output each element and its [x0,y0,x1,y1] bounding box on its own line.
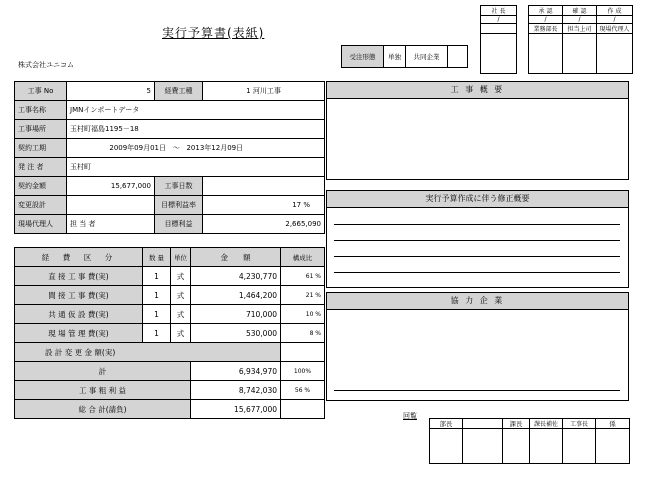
grand-total-amount: 15,677,000 [191,400,281,419]
cost-row-unit: 式 [171,305,191,324]
circulation-table [429,418,630,464]
cost-row-amount: 530,000 [191,324,281,343]
cost-row-amount: 1,464,200 [191,286,281,305]
company-name: 株式会社ユニコム [18,61,74,69]
contract-amount-value: 15,677,000 [67,177,155,196]
revision-line [334,272,620,273]
period-separator: ～ [172,144,180,152]
work-days-value [203,177,325,196]
project-no-value: 5 [67,82,155,101]
approval-stamp-slot[interactable] [481,34,517,74]
cost-type-label: 経費工種 [155,82,203,101]
revision-box[interactable] [326,207,629,288]
cost-header-qty: 数 量 [143,248,171,267]
site-agent-label: 現場代理人 [15,215,67,234]
table-row [15,286,325,305]
cost-header-amount: 金 額 [191,248,281,267]
document-title: 実行予算書(表紙) [162,26,265,40]
circulation-label: 回覧 [403,412,417,420]
cost-row-ratio: 61 % [281,267,325,286]
target-profit-value: 2,665,090 [203,215,325,234]
cost-row-label: 共 通 仮 設 費(実) [15,305,143,324]
circulation-col-label: 課長補佐 [530,419,563,429]
table-row [15,362,325,381]
cost-row-unit: 式 [171,286,191,305]
approval-sub-label: 業務部長 [529,24,563,34]
table-row [15,324,325,343]
cost-row-amount: 4,230,770 [191,267,281,286]
site-agent-value: 担 当 者 [67,215,155,234]
contract-amount-label: 契約金額 [15,177,67,196]
gross-profit-amount: 8,742,030 [191,381,281,400]
cost-breakdown-table [14,247,325,419]
order-type-blank [448,46,468,68]
circulation-stamp-slot[interactable] [596,429,630,464]
order-type-single[interactable]: 単独 [384,46,406,68]
revision-line [334,240,620,241]
contract-period-value [67,139,325,158]
project-info-table [14,81,325,234]
cost-row-qty: 1 [143,324,171,343]
circulation-col-label: 工事長 [563,419,596,429]
approval-stamp-slot[interactable] [529,34,563,74]
table-row [15,400,325,419]
cost-row-qty: 1 [143,305,171,324]
circulation-stamp-slot[interactable] [563,429,596,464]
cost-row-ratio: 21 % [281,286,325,305]
approval-create-slash: / [597,16,633,24]
revision-line [334,256,620,257]
table-row [15,381,325,400]
approval-confirm-slash: / [563,16,597,24]
project-no-label: 工事 No [15,82,67,101]
design-change-amount-label: 設 計 変 更 金 額(実) [15,343,281,362]
approval-stamp-slot[interactable] [597,34,633,74]
approval-create-label: 作 成 [597,6,633,16]
grand-total-ratio [281,400,325,419]
circulation-stamp-slot[interactable] [503,429,530,464]
cost-row-qty: 1 [143,286,171,305]
cost-row-label: 直 接 工 事 費(実) [15,267,143,286]
cost-row-unit: 式 [171,267,191,286]
approval-stamps [480,5,633,74]
circulation-stamp-slot[interactable] [530,429,563,464]
project-name-value: JMNインポートデータ [67,101,325,120]
overview-box[interactable] [326,98,629,180]
approval-confirm-label: 確 認 [563,6,597,16]
period-start: 2009年09月01日 [109,144,166,152]
design-change-label: 変更設計 [15,196,67,215]
cost-row-label: 間 接 工 事 費(実) [15,286,143,305]
approval-president-slash: / [481,16,517,24]
cost-row-unit: 式 [171,324,191,343]
gross-profit-ratio: 56 % [281,381,325,400]
approval-president-label: 社 長 [481,6,517,16]
revision-header: 実行予算作成に伴う修正概要 [326,190,629,208]
work-days-label: 工事日数 [155,177,203,196]
client-value: 玉村町 [67,158,325,177]
project-name-label: 工事名称 [15,101,67,120]
subtotal-amount: 6,934,970 [191,362,281,381]
order-type-joint[interactable]: 共同企業 [406,46,448,68]
period-end: 2013年12月09日 [186,144,244,152]
circulation-stamp-slot[interactable] [463,429,503,464]
cost-row-label: 現 場 管 理 費(実) [15,324,143,343]
table-row [15,343,325,362]
approval-stamp-slot[interactable] [563,34,597,74]
cost-header-unit: 単位 [171,248,191,267]
overview-header: 工 事 概 要 [326,81,629,99]
gross-profit-label: 工 事 粗 利 益 [15,381,191,400]
subtotal-label: 計 [15,362,191,381]
subtotal-ratio: 100% [281,362,325,381]
project-place-label: 工事場所 [15,120,67,139]
contract-period-label: 契約工期 [15,139,67,158]
partners-box[interactable] [326,309,629,401]
grand-total-label: 総 合 計(請負) [15,400,191,419]
circulation-col-label: 課長 [503,419,530,429]
cost-row-qty: 1 [143,267,171,286]
cost-header-category: 経 費 区 分 [15,248,143,267]
cost-row-ratio: 8 % [281,324,325,343]
cost-row-ratio: 10 % [281,305,325,324]
order-type-box [341,45,468,68]
target-profit-label: 目標利益 [155,215,203,234]
approval-sub-label: 現場代理人 [597,24,633,34]
approval-sub-label: 担当上司 [563,24,597,34]
target-rate-value: 17 % [203,196,325,215]
design-change-value [67,196,155,215]
approval-approve-label: 承 認 [529,6,563,16]
order-type-label: 受注形態 [342,46,384,68]
circulation-col-label [463,419,503,429]
approval-approve-slash: / [529,16,563,24]
circulation-col-label: 部長 [430,419,463,429]
partners-line [334,390,620,391]
design-change-ratio [281,343,325,362]
cost-header-ratio: 構成比 [281,248,325,267]
target-rate-label: 目標利益率 [155,196,203,215]
table-row [15,267,325,286]
cost-row-amount: 710,000 [191,305,281,324]
project-place-value: 玉村町福島1195－18 [67,120,325,139]
circulation-stamp-slot[interactable] [430,429,463,464]
revision-line [334,224,620,225]
table-row [15,305,325,324]
client-label: 発 注 者 [15,158,67,177]
cost-type-value: 1 河川工事 [203,82,325,101]
partners-header: 協 力 企 業 [326,292,629,310]
circulation-col-label: 係 [596,419,630,429]
